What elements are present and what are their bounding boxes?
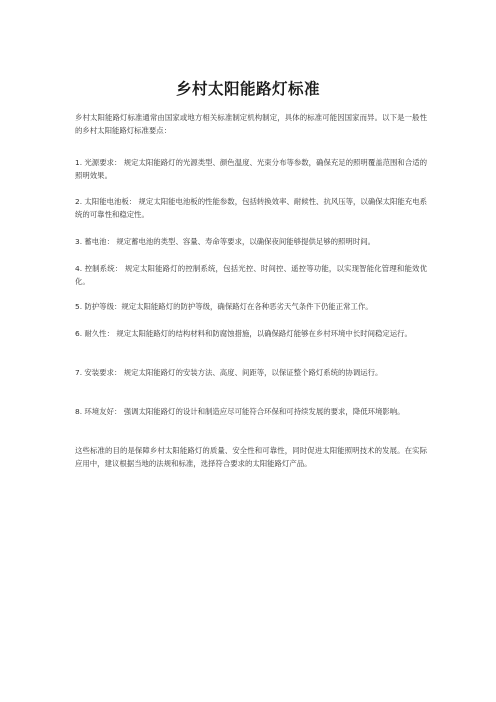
point-solar-panel: 2. 太阳能电池板： 规定太阳能电池板的性能参数，包括转换效率、耐候性、抗风压等，以确保太阳能充电系统的可靠性和稳定性。: [75, 197, 427, 219]
point-light-source: 1. 光源要求： 规定太阳能路灯的光源类型、颜色温度、光束分布等参数，确保充足的照明覆盖范围和合适的照明效果。: [75, 158, 427, 180]
page-title: 乡村太阳能路灯标准: [175, 80, 320, 98]
point-environment: 8. 环境友好： 强调太阳能路灯的设计和制造应尽可能符合环保和可持续发展的要求，降低环境影响。: [75, 407, 405, 416]
point-protection-level: 5. 防护等级：规定太阳能路灯的防护等级，确保路灯在各种恶劣天气条件下仍能正常工作。: [75, 302, 373, 311]
point-installation: 7. 安装要求： 规定太阳能路灯的安装方法、高度、间距等，以保证整个路灯系统的协调运行。: [75, 368, 383, 377]
closing-paragraph: 这些标准的目的是保障乡村太阳能路灯的质量、安全性和可靠性，同时促进太阳能照明技术的发展。在实际应用中，建议根据当地的法规和标准，选择符合要求的太阳能路灯产品。: [75, 446, 427, 468]
point-battery: 3. 蓄电池： 规定蓄电池的类型、容量、寿命等要求，以确保夜间能够提供足够的照明时间。: [75, 237, 375, 246]
point-durability: 6. 耐久性： 规定太阳能路灯的结构材料和防腐蚀措施，以确保路灯能够在乡村环境中长时间稳定运行。: [75, 329, 412, 338]
intro-paragraph: 乡村太阳能路灯标准通常由国家或地方相关标准制定机构制定，具体的标准可能因国家而异。以下是一般性的乡村太阳能路灯标准要点：: [75, 113, 427, 135]
point-control-system: 4. 控制系统： 规定太阳能路灯的控制系统，包括光控、时间控、遥控等功能，以实现智能化管理和能效优化。: [75, 264, 427, 286]
